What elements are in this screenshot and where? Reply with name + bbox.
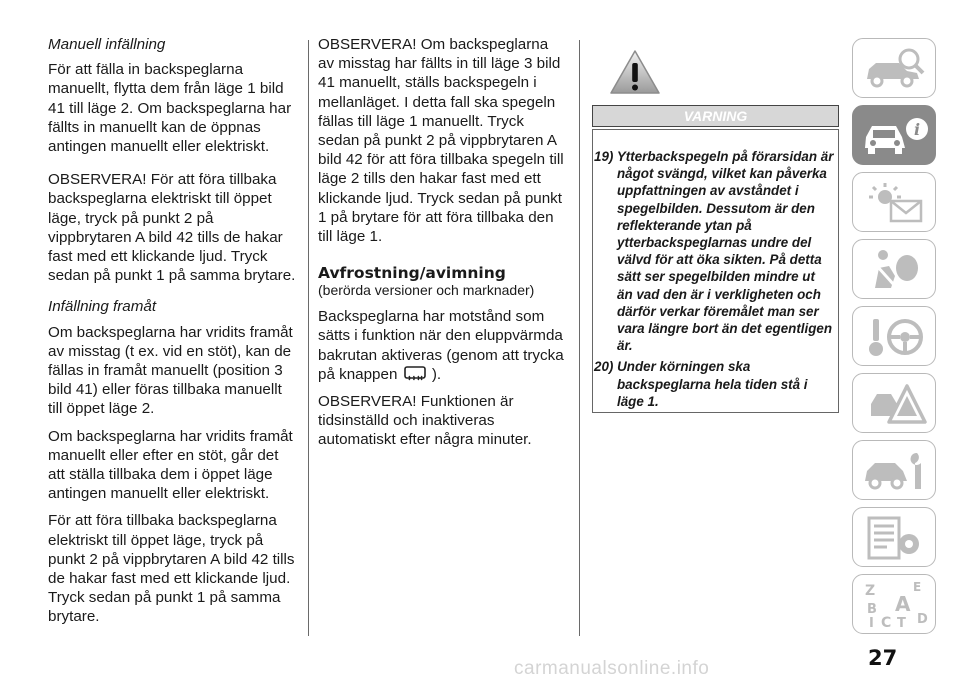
tab-instrument-panel[interactable] <box>852 105 936 165</box>
tab-warning-lights[interactable] <box>852 172 936 232</box>
index-letter-i: I <box>869 616 874 629</box>
paragraph: Om backspeglarna har vridits framåt manuellt eller efter en stöt, går det att ställa tillbaka dem i öppet läge antingen manuellt eller elektriskt. <box>48 427 293 503</box>
svg-text:i: i <box>913 120 921 139</box>
index-letter-b: B <box>867 602 877 617</box>
tab-technical-data[interactable] <box>852 507 936 567</box>
airbag-icon <box>861 246 929 294</box>
column-divider <box>579 40 580 636</box>
paragraph: För att fälla in backspeglarna manuellt, flytta dem från läge 1 bild 41 till läge 2. Om backspeglarna har fällts in manuellt kan de öppnas antingen manuellt eller elektriskt. <box>48 61 292 156</box>
tab-starting-driving[interactable] <box>852 306 936 366</box>
warning-lights-envelope-icon <box>861 179 929 227</box>
index-letter-a: A <box>895 592 911 616</box>
emergency-triangle-icon <box>861 380 929 428</box>
index-letter-c: C <box>881 615 892 629</box>
car-magnifier-icon <box>861 45 929 93</box>
chapter-tabs <box>852 38 938 641</box>
tab-safety[interactable] <box>852 239 936 299</box>
index-letter-t: T <box>897 616 906 629</box>
left-column <box>48 35 298 635</box>
watermark: carmanualsonline.info <box>514 658 710 679</box>
middle-column <box>318 35 568 458</box>
paragraph: OBSERVERA! Om backspeglarna av misstag har fällts in till läge 3 bild 41 manuellt, ställs backspegeln i mellanläget. I detta fall ska spegeln fällas till läge 1 manuellt. Tryck sedan på punkt 2 på vippbrytaren A bild 42 för att föra tillbaka spegeln till läge 2 tills den hakar fast med ett klickande ljud. Tryck sedan på punkt 1 på brytare för att föra tillbaka den till läge 1. <box>318 36 564 246</box>
section-subtitle: (berörda versioner och marknader) <box>318 282 535 299</box>
paragraph-heated-mirrors <box>318 307 568 384</box>
warning-list <box>594 148 834 414</box>
key-steering-wheel-icon <box>861 313 929 361</box>
index-letter-z: Z <box>865 583 876 599</box>
index-letter-d: D <box>917 612 928 627</box>
section-title: Avfrostning/avimning <box>318 264 506 283</box>
warning-item <box>594 358 834 410</box>
subheading-forward-fold: Infällning framåt <box>48 298 157 316</box>
paragraph-text-end: ). <box>431 365 442 383</box>
car-wrench-icon <box>861 447 929 495</box>
tab-index[interactable] <box>852 574 936 634</box>
rear-defrost-icon <box>404 366 426 383</box>
paragraph: OBSERVERA! För att föra tillbaka backspeglarna elektriskt till öppet läge, tryck på punkt 2 på vippbrytaren A bild 42 tills de hakar fast med ett klickande ljud. Tryck sedan på punkt 1 på samma brytare. <box>48 171 296 285</box>
paragraph: Om backspeglarna har vridits framåt av misstag (t ex. vid en stöt), kan de fällas in framåt manuellt (position 3 bild 41) eller föras tillbaka manuellt till öppet läge 2. <box>48 323 293 418</box>
tab-emergency[interactable] <box>852 373 936 433</box>
paragraph: OBSERVERA! Funktionen är tidsinställd och inaktiveras automatiskt efter några minuter. <box>318 393 532 449</box>
index-letter-e: E <box>913 581 922 594</box>
warning-triangle-icon <box>608 48 662 96</box>
paragraph-text: Backspeglarna har motstånd som sätts i funktion när den eluppvärmda bakrutan aktiveras (genom att trycka på knappen <box>318 308 564 383</box>
warning-title: VARNING <box>592 105 839 127</box>
alphabet-index-icon <box>861 581 929 629</box>
warning-text: Under körningen ska backspeglarna hela tiden stå i läge 1. <box>617 359 808 409</box>
paragraph: För att föra tillbaka backspeglarna elektriskt till öppet läge, tryck på punkt 2 på vippbrytaren A bild 42 tills de hakar fast med ett klickande ljud. Tryck sedan på punkt 1 på samma brytare. <box>48 512 295 626</box>
warning-item <box>594 148 834 354</box>
tab-maintenance[interactable] <box>852 440 936 500</box>
warning-number: 20) <box>594 359 614 375</box>
page-number: 27 <box>868 646 898 670</box>
checklist-gear-icon <box>861 514 929 562</box>
subheading-manual-fold: Manuell infällning <box>48 36 166 53</box>
warning-text: Ytterbackspegeln på förarsidan är något svängd, vilket kan påverka uppfattningen av avståndet i spegelbilden. Dessutom är den reflekterande ytan på ytterbackspeglarnas undre del välvd för att öka sikten. På detta sätt ser spegelbilden mindre ut än vad den är i verkligheten och därför verkar föremålet man ser vara längre bort än det egentligen är. <box>616 149 834 354</box>
column-divider <box>308 40 309 636</box>
warning-number: 19) <box>594 149 614 164</box>
car-info-icon <box>861 112 929 160</box>
tab-getting-to-know-vehicle[interactable] <box>852 38 936 98</box>
warning-header <box>592 48 839 127</box>
